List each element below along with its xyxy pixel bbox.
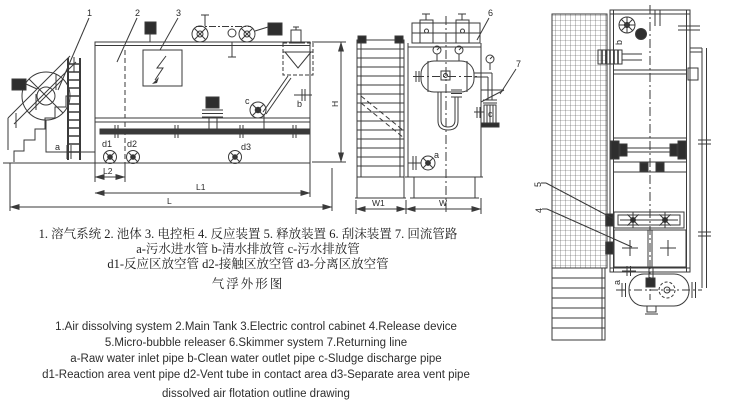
port-c-label: c xyxy=(245,96,250,106)
legend-cn-line3: d1-反应区放空管 d2-接触区放空管 d3-分离区放空管 xyxy=(107,257,389,271)
pressure-vessel-plan xyxy=(616,266,702,314)
callout-6: 6 xyxy=(488,8,494,18)
figure-title-en: dissolved air flotation outline drawing xyxy=(162,388,350,400)
dim-W: W xyxy=(439,198,448,208)
port-d2-label: d2 xyxy=(127,139,138,149)
walkway-grating-plan xyxy=(552,14,607,340)
legend-en-line2: 5.Micro-bubble releaser 6.Skimmer system 7.Returning line xyxy=(104,337,408,349)
callout-7: 7 xyxy=(516,59,522,69)
callout-leaders-middle xyxy=(477,18,516,94)
legend-en-line4: d1-Reaction area vent pipe d2-Vent tube in contact area d3-Separate area vent pipe xyxy=(42,369,470,381)
port-b-label: b xyxy=(297,99,303,109)
legend-en-line1: 1.Air dissolving system 2.Main Tank 3.Electric control cabinet 4.Release device xyxy=(55,321,457,333)
port-a-label-end: a xyxy=(434,150,440,160)
figure-title-cn: 气浮外形图 xyxy=(211,277,285,291)
recycle-pump-side xyxy=(206,97,219,108)
callout-2: 2 xyxy=(135,8,141,18)
skimmer-plan xyxy=(611,138,687,172)
return-pipe-plan xyxy=(688,48,711,288)
main-tank-end xyxy=(405,14,483,212)
ladder-end xyxy=(355,36,406,198)
port-c-label-end: c xyxy=(488,109,493,119)
release-device-icon xyxy=(657,212,673,228)
inlet-fitting-end xyxy=(408,156,435,170)
release-device-icon xyxy=(625,212,641,228)
tank-top-motor xyxy=(145,22,156,34)
plan-view xyxy=(541,5,711,340)
dim-H: H xyxy=(330,100,340,107)
reaction-area-plan xyxy=(606,230,686,267)
side-view xyxy=(3,15,346,211)
dim-L2: L2 xyxy=(103,166,113,176)
callout-5: 5 xyxy=(533,181,543,187)
port-b-label-plan: b xyxy=(614,39,624,45)
dim-W1: W1 xyxy=(372,198,385,208)
legend-english xyxy=(0,319,512,402)
legend-cn-line1: 1. 溶气系统 2. 池体 3. 电控柜 4. 反应装置 5. 释放装置 6. 刮沫装置 7. 回流管路 xyxy=(38,227,458,241)
port-d3-label: d3 xyxy=(241,142,252,152)
port-a-label-plan: a xyxy=(612,279,622,285)
dim-L1: L1 xyxy=(196,182,206,192)
sludge-hopper xyxy=(283,27,313,75)
valve-handwheel xyxy=(228,29,236,37)
callout-3: 3 xyxy=(176,8,182,18)
electric-control-cabinet xyxy=(143,50,182,86)
callout-4: 4 xyxy=(534,207,544,213)
legend-en-line3: a-Raw water inlet pipe b-Clean water outlet pipe c-Sludge discharge pipe xyxy=(70,353,442,365)
vent-fittings xyxy=(104,151,242,164)
port-a-label: a xyxy=(55,142,61,152)
plan-top-fittings xyxy=(598,17,687,74)
legend-chinese xyxy=(0,227,496,292)
callout-1: 1 xyxy=(87,8,93,18)
lightning-bolt-icon xyxy=(152,77,159,84)
legend-cn-line2: a-污水进水管 b-清水排放管 c-污水排放管 xyxy=(136,242,360,256)
port-d1-label: d1 xyxy=(102,139,113,149)
skimmer-side xyxy=(145,15,282,57)
dim-L: L xyxy=(167,196,172,206)
release-device-row xyxy=(606,212,684,228)
